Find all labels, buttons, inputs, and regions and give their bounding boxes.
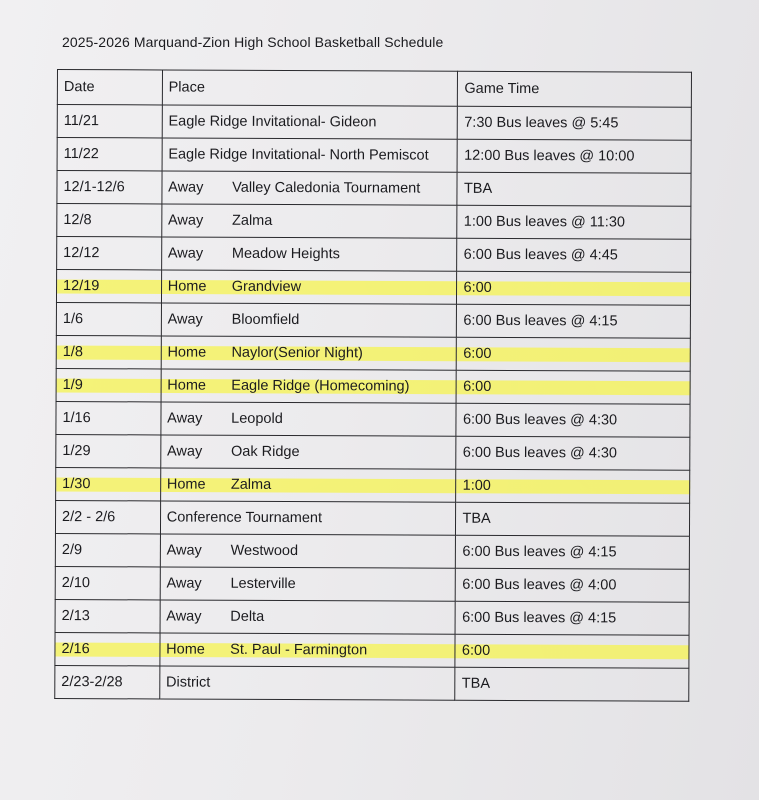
header-row (57, 70, 691, 108)
place-cell (161, 303, 457, 337)
home-away-label: Away (167, 311, 203, 328)
table-row (55, 632, 689, 668)
table-row (56, 302, 690, 338)
date-cell: 12/8 (57, 204, 162, 237)
date-cell: 2/10 (55, 566, 160, 599)
table-row (55, 665, 689, 701)
game-time-cell: TBA (455, 667, 689, 701)
opponent-label: Westwood (230, 542, 299, 560)
table-row (56, 368, 690, 404)
game-time-cell: 6:00 Bus leaves @ 4:30 (456, 436, 690, 470)
date-cell: 12/12 (57, 237, 162, 270)
game-time-cell: 1:00 Bus leaves @ 11:30 (457, 205, 691, 239)
game-time-cell: 6:00 Bus leaves @ 4:45 (457, 238, 691, 272)
game-time-cell: 6:00 Bus leaves @ 4:15 (456, 535, 690, 569)
home-away-label: Away (166, 542, 202, 559)
home-away-label: Away (167, 443, 203, 460)
home-away-label: Home (166, 476, 206, 493)
table-row (57, 138, 691, 174)
place-cell (160, 600, 456, 634)
date-cell: 1/8 (56, 335, 161, 368)
table-row (56, 434, 690, 470)
header-game-time: Game Time (458, 71, 692, 107)
home-away-label: Away (167, 245, 204, 262)
place-cell (161, 204, 457, 238)
header-place: Place (162, 70, 458, 106)
table-row (56, 270, 690, 306)
date-cell: 1/6 (56, 302, 161, 335)
home-away-label: Home (166, 641, 205, 658)
place-cell (161, 336, 457, 370)
game-time-cell: TBA (457, 172, 691, 206)
opponent-label: Leopold (231, 410, 283, 427)
opponent-label: Eagle Ridge Invitational- North Pemiscot (168, 146, 429, 164)
table-row (57, 204, 691, 240)
game-time-cell: 1:00 (456, 469, 690, 503)
date-cell: 1/29 (56, 434, 161, 467)
opponent-label: St. Paul - Farmington (230, 641, 368, 659)
game-time-cell: 7:30 Bus leaves @ 5:45 (458, 106, 692, 140)
date-cell: 1/9 (56, 368, 161, 401)
date-cell: 2/13 (55, 599, 160, 632)
home-away-label: Home (167, 278, 207, 295)
place-cell (160, 567, 456, 601)
opponent-label: Naylor(Senior Night) (231, 344, 363, 362)
place-cell (162, 171, 458, 205)
place-cell (160, 534, 456, 568)
date-cell: 12/19 (56, 270, 161, 303)
game-time-cell: 6:00 (457, 370, 691, 404)
game-time-cell: 6:00 Bus leaves @ 4:00 (456, 568, 690, 602)
home-away-label: Home (167, 344, 207, 361)
date-cell: 11/21 (57, 105, 162, 138)
opponent-label: Oak Ridge (230, 443, 300, 461)
opponent-label: Eagle Ridge (Homecoming) (231, 377, 410, 395)
table-row (55, 500, 689, 536)
opponent-label: Bloomfield (231, 311, 300, 329)
opponent-label: Grandview (231, 278, 302, 296)
opponent-label: Delta (230, 608, 265, 625)
table-row (55, 599, 689, 635)
place-cell (162, 138, 458, 172)
home-away-label: Away (167, 410, 203, 427)
table-row (57, 171, 691, 207)
table-row (57, 237, 691, 273)
table-row (56, 335, 690, 371)
opponent-label: Zalma (232, 212, 273, 229)
game-time-cell: TBA (456, 502, 690, 536)
date-cell: 2/16 (55, 632, 160, 665)
opponent-label: Lesterville (230, 575, 296, 593)
header-date: Date (57, 70, 162, 105)
opponent-label: Meadow Heights (231, 245, 340, 263)
place-cell (160, 435, 456, 469)
date-cell: 11/22 (57, 138, 162, 171)
opponent-label: Zalma (230, 476, 272, 493)
place-cell (160, 633, 456, 667)
place-cell (159, 666, 455, 700)
place-cell (160, 468, 456, 502)
table-row (55, 533, 689, 569)
table-row (56, 401, 690, 437)
date-cell: 2/9 (55, 533, 160, 566)
table-row (56, 467, 690, 503)
schedule-table (54, 69, 692, 702)
opponent-label: Conference Tournament (166, 509, 323, 527)
table-row (55, 566, 689, 602)
home-away-label: Home (167, 377, 207, 394)
home-away-label: Away (166, 608, 202, 625)
place-cell (160, 501, 456, 535)
date-cell: 12/1-12/6 (57, 171, 162, 204)
date-cell: 2/2 - 2/6 (55, 500, 160, 533)
game-time-cell: 6:00 Bus leaves @ 4:15 (456, 601, 690, 635)
opponent-label: Valley Caledonia Tournament (232, 179, 421, 197)
game-time-cell: 6:00 Bus leaves @ 4:15 (457, 304, 691, 338)
game-time-cell: 6:00 Bus leaves @ 4:30 (456, 403, 690, 437)
home-away-label: Away (168, 212, 204, 229)
table-row (57, 105, 691, 141)
game-time-cell: 12:00 Bus leaves @ 10:00 (458, 139, 692, 173)
game-time-cell: 6:00 (457, 271, 691, 305)
place-cell (161, 402, 457, 436)
game-time-cell: 6:00 (457, 337, 691, 371)
place-cell (162, 105, 458, 139)
date-cell: 1/30 (56, 467, 161, 500)
schedule-title: 2025-2026 Marquand-Zion High School Basketball Schedule (62, 34, 444, 50)
date-cell: 2/23-2/28 (55, 665, 160, 698)
date-cell: 1/16 (56, 401, 161, 434)
opponent-label: District (165, 674, 211, 691)
place-cell (161, 237, 457, 271)
place-cell (161, 270, 457, 304)
home-away-label: Away (166, 575, 202, 592)
home-away-label: Away (168, 179, 204, 196)
opponent-label: Eagle Ridge Invitational- Gideon (168, 113, 377, 131)
game-time-cell: 6:00 (455, 634, 689, 668)
place-cell (161, 369, 457, 403)
